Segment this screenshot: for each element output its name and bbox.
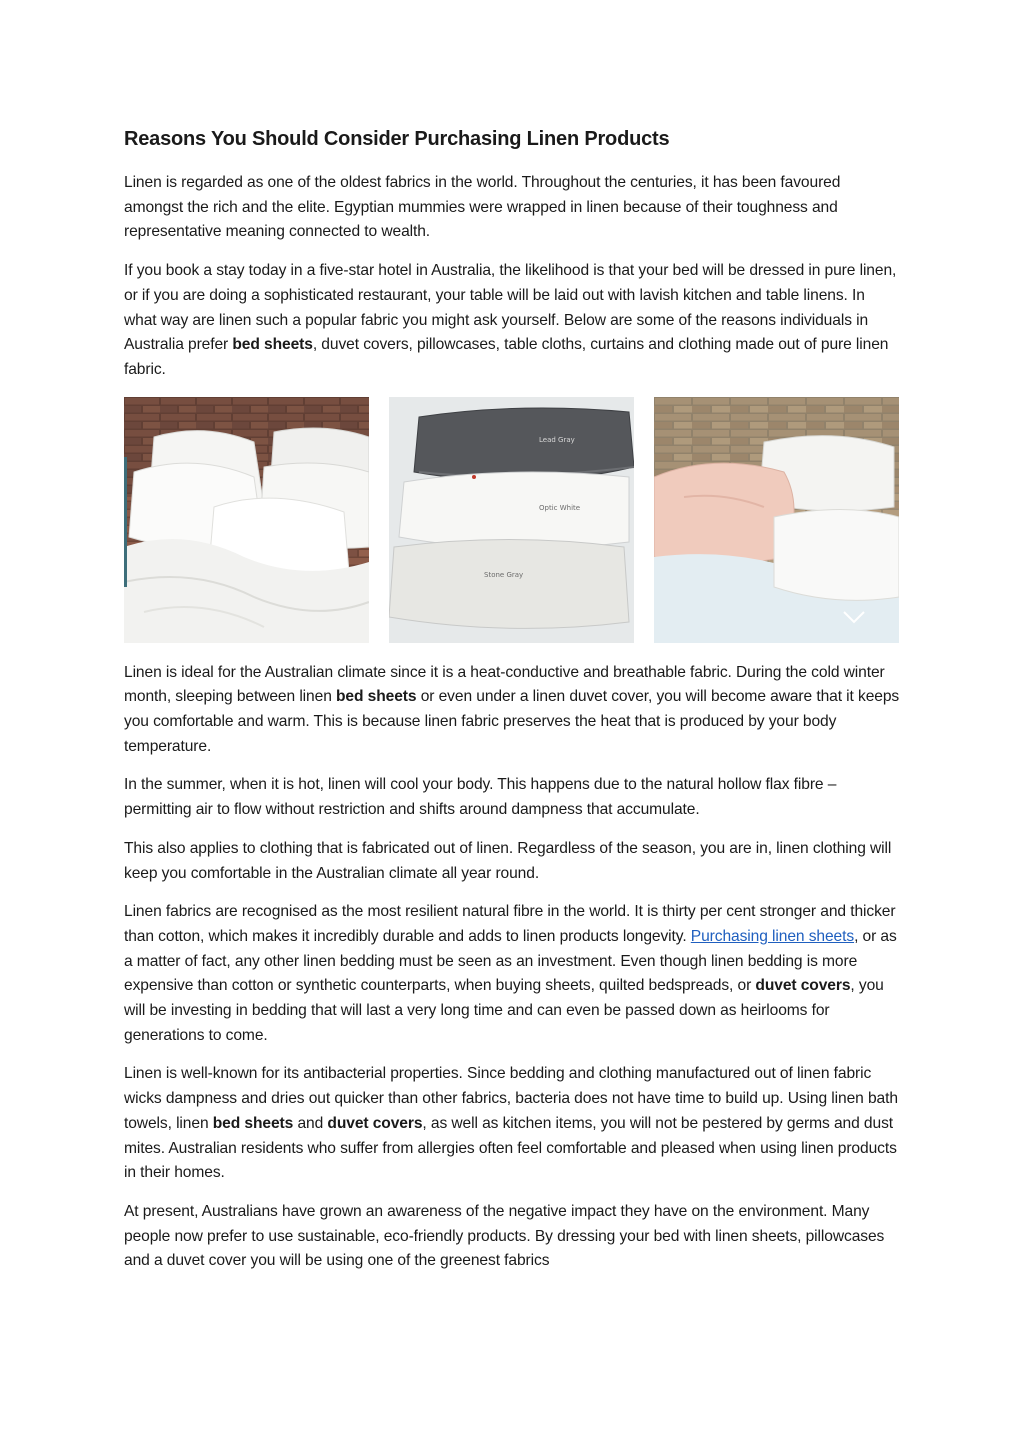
text-run: , or as a matter of fact, any other linen bedding must be seen as an investment. Even though linen bedding is more expensive than cotton or synthetic counterparts, when buying sheets, quilted bedspreads, or xyxy=(124,927,897,995)
text-run: and xyxy=(293,1114,328,1132)
paragraph-climate xyxy=(124,661,900,760)
bold-term: bed sheets xyxy=(232,336,313,354)
purchasing-linen-sheets-link[interactable]: Purchasing linen sheets xyxy=(690,927,855,945)
paragraph-summer: In the summer, when it is hot, linen will cool your body. This happens due to the natural hollow flax fibre – permitting air to flow without restriction and shifts around dampness that accumulate. xyxy=(124,776,837,819)
pillow-label: Lead Gray xyxy=(539,435,575,444)
text-run: , duvet covers, pillowcases, table cloths, curtains and clothing made out of pure linen fabric. xyxy=(124,336,889,378)
paragraph-history: Linen is regarded as one of the oldest fabrics in the world. Throughout the centuries, it has been favoured amongst the rich and the elite. Egyptian mummies were wrapped in linen because of their toughness and representative meaning connected to wealth. xyxy=(124,174,841,241)
image-row xyxy=(124,397,899,643)
text-run: If you book a stay today in a five-star hotel in Australia, the likelihood is that your bed will be dressed in pure linen, or if you are doing a sophisticated restaurant, your table will be laid out with lavish kitchen and table linens. In what way are linen such a popular fabric you might ask yourself. Below are some of the reasons individuals in Australia prefer xyxy=(124,262,897,354)
pillow-label: Stone Gray xyxy=(484,570,524,579)
text-run: , as well as kitchen items, you will not be pestered by germs and dust mites. Australian residents who suffer from allergies often feel comfortable and pleased when using linen products in their homes. xyxy=(124,1114,897,1182)
text-run: Linen is ideal for the Australian climate since it is a heat-conductive and breathable fabric. During the cold winter month, sleeping between linen xyxy=(124,663,885,706)
pillow-label: Optic White xyxy=(539,503,581,512)
page-title: Reasons You Should Consider Purchasing Linen Products xyxy=(124,128,670,150)
document-page xyxy=(124,124,900,1288)
paragraph-hotel xyxy=(124,259,900,383)
text-run: , you will be investing in bedding that will last a very long time and can even be passed down as heirlooms for generations to come. xyxy=(124,977,884,1044)
bold-term: duvet covers xyxy=(327,1114,423,1132)
paragraph-antibacterial xyxy=(124,1062,900,1186)
bold-term: bed sheets xyxy=(212,1114,294,1132)
white-bedding-photo xyxy=(124,397,369,643)
stacked-pillows-photo xyxy=(389,397,634,643)
bold-term: bed sheets xyxy=(336,688,417,706)
pink-white-bedding-photo xyxy=(654,397,899,643)
text-run: Linen is well-known for its antibacterial properties. Since bedding and clothing manufactured out of linen fabric wicks dampness and dries out quicker than other fabrics, bacteria does not have time to build up. Using linen bath towels, linen xyxy=(124,1065,898,1132)
paragraph-environment: At present, Australians have grown an awareness of the negative impact they have on the environment. Many people now prefer to use sustainable, eco-friendly products. By dressing your bed with linen sheets, pillowcases and a duvet cover you will be using one of the greenest fabrics xyxy=(124,1202,885,1270)
paragraph-durability xyxy=(124,900,900,1048)
text-run: Linen fabrics are recognised as the most resilient natural fibre in the world. It is thirty per cent stronger and thicker than cotton, which makes it incredibly durable and adds to linen products longevity. xyxy=(124,903,896,945)
bold-term: duvet covers xyxy=(755,977,851,995)
text-run: or even under a linen duvet cover, you will become aware that it keeps you comfortable and warm. This is because linen fabric preserves the heat that is produced by your body temperature. xyxy=(124,688,900,755)
paragraph-clothing: This also applies to clothing that is fabricated out of linen. Regardless of the season, you are in, linen clothing will keep you comfortable in the Australian climate all year round. xyxy=(124,839,892,882)
